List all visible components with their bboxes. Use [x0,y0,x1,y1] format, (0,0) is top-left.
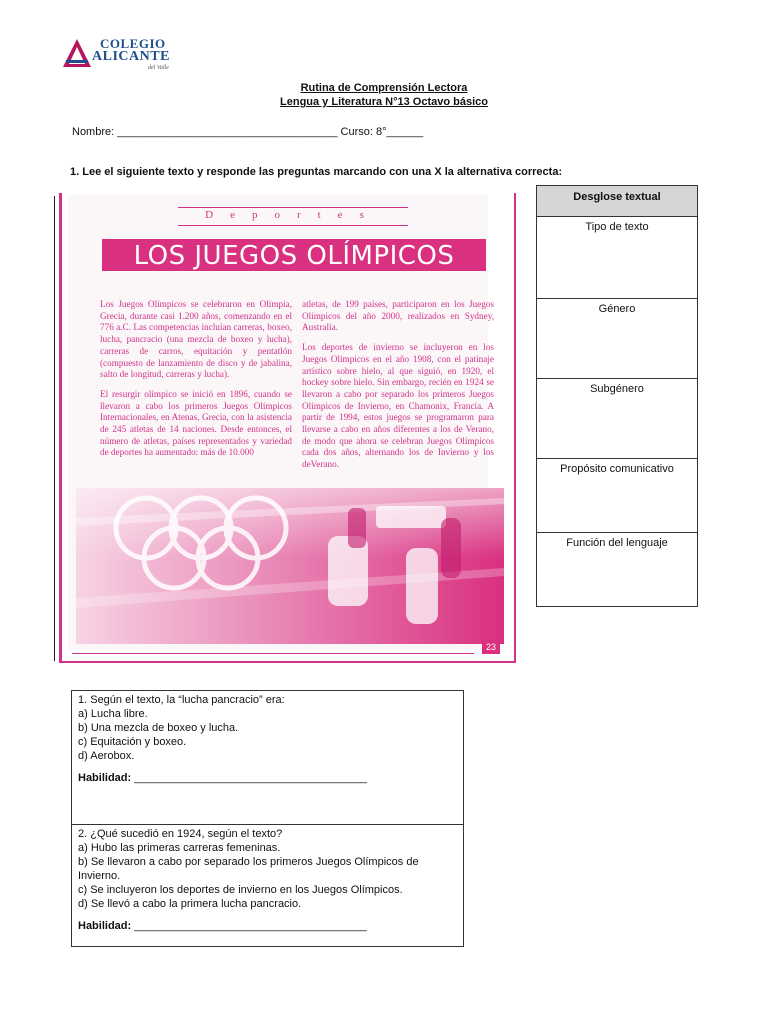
article-inner [68,195,496,652]
desglose-header: Desglose textual [537,186,697,217]
article-column-1 [100,299,292,467]
desglose-row-label: Tipo de texto [585,221,649,233]
instruction-text: 1. Lee el siguiente texto y responde las preguntas marcando con una X la alternativa correcta: [70,166,563,178]
habilidad-label: Habilidad: [78,772,132,784]
logo-line1: COLEGIO [100,36,166,51]
article-page [59,193,516,663]
desglose-row-proposito[interactable] [537,459,697,533]
page-number: 23 [482,640,500,654]
answer-option[interactable]: a) Hubo las primeras carreras femeninas. [78,842,281,854]
question-prompt: 2. ¿Qué sucedió en 1924, según el texto? [78,828,283,840]
habilidad-blank[interactable]: ______________________________________ [134,772,367,784]
desglose-row-label: Propósito comunicativo [560,463,674,475]
article-paragraph: El resurgir olímpico se inició en 1896, cuando se llevaron a cabo los primeros Juegos Olímpicos Internacionales, en Atenas, Grecia, con la asistencia de 245 atletas de 14 naciones. Desde entonces, el número de atletas, países representados y variedad de deportes ha aumentado: más de 10.000 [100,388,292,458]
section-rule-bottom [178,225,408,226]
answer-option[interactable]: c) Se incluyeron los deportes de invierno en los Juegos Olímpicos. [78,884,403,896]
article-paragraph: atletas, de 199 países, participaron en los Juegos Olímpicos del año 2000, realizados en Sydney, Australia. [302,299,494,333]
question-2 [72,825,463,933]
answer-option[interactable]: a) Lucha libre. [78,708,148,720]
logo-triangle-icon [62,38,92,68]
article-title-banner: LOS JUEGOS OLÍMPICOS [102,239,486,271]
desglose-row-label: Género [598,303,636,315]
document-title: Rutina de Comprensión Lectora [300,82,468,94]
desglose-row-label: Subgénero [590,383,644,395]
question-prompt: 1. Según el texto, la “lucha pancracio” era: [78,694,285,706]
questions-box [71,690,464,947]
habilidad-field[interactable] [78,771,463,785]
frame-line-left [54,196,55,661]
olympic-rings-photo [76,488,504,644]
school-logo [62,36,192,70]
page-footer-rule [72,653,474,654]
desglose-row-subgenero[interactable] [537,379,697,459]
logo-tagline: del Valle [148,65,169,71]
answer-option[interactable]: c) Equitación y boxeo. [78,736,187,748]
article-column-2 [302,299,494,479]
answer-option[interactable]: b) Se llevaron a cabo por separado los primeros Juegos Olímpicos de Invierno. [78,856,419,882]
desglose-row-tipo[interactable] [537,217,697,299]
desglose-table [536,185,698,607]
answer-option[interactable]: d) Aerobox. [78,750,135,762]
document-subtitle: Lengua y Literatura N°13 Octavo básico [280,96,488,108]
section-rule-top [178,207,408,208]
name-course-line[interactable]: Nombre: ____________________________________ Curso: 8°______ [72,126,424,138]
question-1 [72,691,463,785]
answer-option[interactable]: b) Una mezcla de boxeo y lucha. [78,722,239,734]
article-paragraph: Los deportes de invierno se incluyeron en los Juegos Olímpicos en el año 1908, con el patinaje artístico sobre hielo, al que siguió, en 1920, el hockey sobre hielo. Sin embargo, recién en 1924 se llevaron a cabo por separado los primeros Juegos Olímpicos de Invierno, en Chamonix, Francia. A partir de 1994, estos juegos se programaron para llevarse a cabo en años diferentes a los de Verano, de modo que ahora se celebran Juegos Olímpicos cada dos años, alternando los de Invierno y los deVerano. [302,342,494,470]
desglose-row-funcion[interactable] [537,533,697,606]
desglose-row-genero[interactable] [537,299,697,379]
habilidad-label: Habilidad: [78,920,132,932]
logo-line2: ALICANTE [92,49,170,64]
section-label: Deportes [205,209,381,221]
desglose-row-label: Función del lenguaje [566,537,668,549]
habilidad-field[interactable] [78,919,463,933]
answer-option[interactable]: d) Se llevó a cabo la primera lucha pancracio. [78,898,302,910]
habilidad-blank[interactable]: ______________________________________ [134,920,367,932]
article-paragraph: Los Juegos Olímpicos se celebraron en Olimpia, Grecia, durante casi 1.200 años, comenzando en el 776 a.C. Las competencias incluían carreras, boxeo, lucha, pancracio (una mezcla de boxeo y lucha), carreras de carros, equitación y pentatlón (compuesto de lanzamiento de disco y de jabalina, salto de longitud, carreras y lucha). [100,299,292,380]
